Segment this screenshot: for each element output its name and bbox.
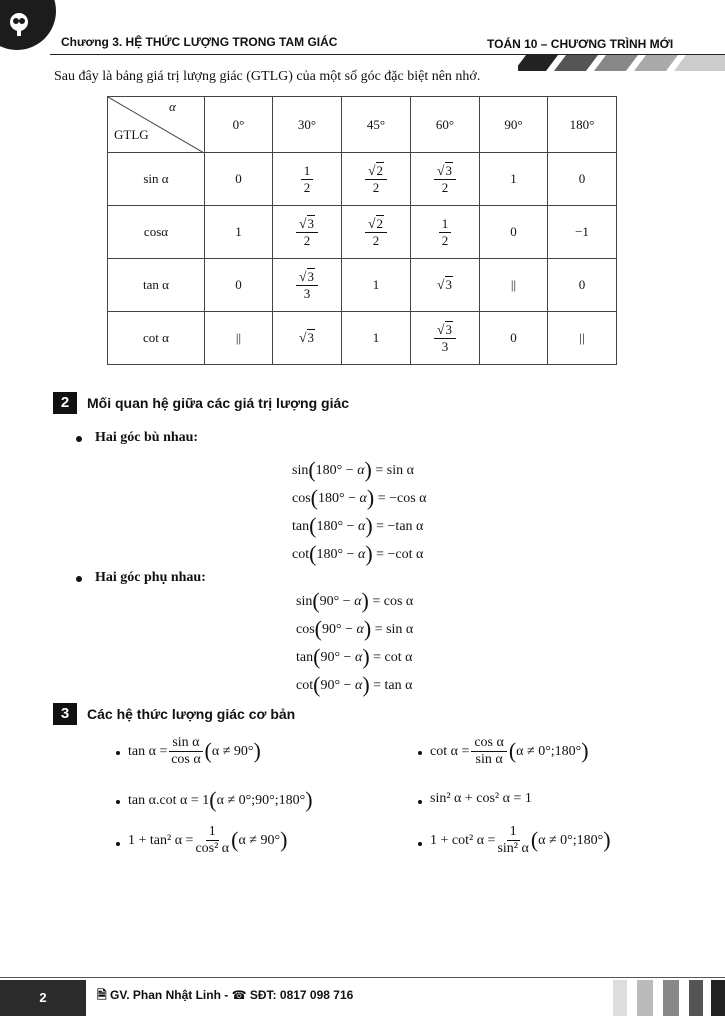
table-row-cos bbox=[108, 206, 617, 259]
author-name: GV. Phan Nhật Linh bbox=[110, 988, 221, 1002]
formula-tan-identity: 1 + tan² α = $\frac{1}{\text{cos² α}}$ (α ≠ 90°) bbox=[128, 824, 288, 857]
table-cell: 0 bbox=[548, 153, 617, 206]
document-icon: 🗎 bbox=[97, 988, 107, 1002]
formula-tan-def: tan α = $\frac{\text{sin α}}{\text{cos α}}$ (α ≠ 90°) bbox=[128, 735, 261, 768]
subsection-title: Hai góc bù nhau: bbox=[95, 430, 199, 445]
frac-num: sin α bbox=[169, 735, 202, 752]
fn-name: tan bbox=[292, 519, 310, 534]
formula: cos(180° − α) = −cos α bbox=[292, 485, 427, 510]
chapter-title: Chương 3. HỆ THỨC LƯỢNG TRONG TAM GIÁC bbox=[61, 35, 338, 49]
formula: cos(90° − α) = sin α bbox=[296, 616, 414, 641]
table-cell: $\frac{√3}{3}$ bbox=[411, 312, 480, 365]
fn-name: cos bbox=[296, 622, 315, 637]
footer-author bbox=[97, 986, 353, 1007]
angle-header: 0° bbox=[205, 97, 273, 153]
frac-den: 3 bbox=[441, 338, 449, 354]
formula-lhs: 1 + tan² α = bbox=[128, 832, 194, 848]
formula-condition: α ≠ 90° bbox=[238, 832, 281, 848]
angle-value: 180° bbox=[318, 491, 345, 506]
section-title: Các hệ thức lượng giác cơ bản bbox=[87, 706, 296, 722]
table-cell: $\frac{√3}{2}$ bbox=[273, 206, 342, 259]
formula-rhs: = cot α bbox=[373, 650, 413, 665]
angle-value: 90° bbox=[320, 650, 341, 665]
fn-name: cot bbox=[292, 547, 310, 562]
table-cell: || bbox=[205, 312, 273, 365]
table-cell: √3 bbox=[411, 259, 480, 312]
bullet bbox=[116, 751, 120, 755]
table-header-row bbox=[108, 97, 617, 153]
fn-name: sin bbox=[296, 594, 313, 609]
formula: cot(180° − α) = −cot α bbox=[292, 541, 424, 566]
formula-rhs: = −tan α bbox=[376, 519, 424, 534]
sqrt-value: 3 bbox=[445, 321, 452, 337]
corner-gtlg: GTLG bbox=[114, 127, 149, 142]
sqrt-value: 3 bbox=[445, 162, 452, 178]
table-cell: 1 bbox=[205, 206, 273, 259]
table-cell: 0 bbox=[205, 259, 273, 312]
sqrt-value: 3 bbox=[307, 268, 314, 284]
table-cell: || bbox=[480, 259, 548, 312]
formula-rhs: = −cot α bbox=[376, 547, 424, 562]
formula-tan-cot: tan α.cot α = 1(α ≠ 0°;90°;180°) bbox=[128, 787, 313, 812]
sqrt-value: 2 bbox=[376, 215, 383, 231]
row-label: cosα bbox=[108, 206, 205, 259]
sqrt-value: 3 bbox=[445, 277, 452, 292]
formula: sin(180° − α) = sin α bbox=[292, 457, 414, 482]
bullet bbox=[76, 436, 82, 442]
footer-separator: - bbox=[224, 988, 229, 1002]
frac-den: cos² α bbox=[195, 841, 230, 857]
formula-condition: α ≠ 0°;180° bbox=[538, 832, 604, 848]
frac-den: 2 bbox=[372, 232, 380, 248]
angle-value: 90° bbox=[319, 594, 340, 609]
table-corner-cell bbox=[108, 97, 205, 153]
formula-condition: α ≠ 0°;180° bbox=[516, 743, 582, 759]
intro-text: Sau đây là bảng giá trị lượng giác (GTLG) của một số góc đặc biệt nên nhớ. bbox=[54, 69, 481, 84]
frac-den: sin α bbox=[475, 752, 503, 768]
table-cell: $\frac{√2}{2}$ bbox=[342, 206, 411, 259]
page-number: 2 bbox=[0, 980, 86, 1016]
formula-lhs: cot α = bbox=[430, 743, 470, 759]
frac-num: 1 bbox=[206, 824, 219, 841]
formula-rhs: = −cos α bbox=[377, 491, 427, 506]
formula-condition: α ≠ 0°;90°;180° bbox=[216, 793, 306, 808]
formula-cot-def: cot α = $\frac{\text{cos α}}{\text{sin α}}$ (α ≠ 0°;180°) bbox=[430, 735, 589, 768]
fn-name: tan bbox=[296, 650, 314, 665]
table-cell: 0 bbox=[548, 259, 617, 312]
footer-stripes bbox=[613, 980, 725, 1016]
frac-den: 2 bbox=[372, 179, 380, 195]
bullet bbox=[418, 800, 422, 804]
sqrt-value: 2 bbox=[376, 162, 383, 178]
formula-lhs: tan α.cot α = 1 bbox=[128, 793, 210, 808]
sqrt-value: 3 bbox=[307, 215, 314, 231]
table-cell bbox=[411, 206, 480, 259]
frac-den: 2 bbox=[303, 179, 311, 195]
angle-value: 180° bbox=[316, 547, 344, 562]
frac-den: 2 bbox=[441, 232, 449, 248]
bullet bbox=[418, 751, 422, 755]
tree-logo-icon bbox=[4, 10, 34, 40]
table-cell: 1 bbox=[342, 259, 411, 312]
table-cell: 1 bbox=[342, 312, 411, 365]
frac-den: cos α bbox=[171, 752, 201, 768]
sqrt-value: 3 bbox=[307, 330, 314, 345]
table-row-sin bbox=[108, 153, 617, 206]
formula: tan(90° − α) = cot α bbox=[296, 644, 413, 669]
section-number: 3 bbox=[53, 703, 77, 725]
course-title: TOÁN 10 – CHƯƠNG TRÌNH MỚI bbox=[487, 37, 674, 51]
fn-name: sin bbox=[292, 463, 309, 478]
frac-num: 1 bbox=[439, 217, 452, 233]
frac-num: 1 bbox=[507, 824, 520, 841]
frac-num: cos α bbox=[471, 735, 507, 752]
table-cell: || bbox=[548, 312, 617, 365]
formula-rhs: = sin α bbox=[374, 622, 414, 637]
row-label: tan α bbox=[108, 259, 205, 312]
angle-value: 90° bbox=[320, 678, 341, 693]
table-cell: 0 bbox=[480, 206, 548, 259]
formula: sin(90° − α) = cos α bbox=[296, 588, 414, 613]
phone-number: SĐT: 0817 098 716 bbox=[249, 988, 354, 1002]
table-cell: 1 bbox=[480, 153, 548, 206]
formula-lhs: 1 + cot² α = bbox=[430, 832, 496, 848]
table-cell: 0 bbox=[480, 312, 548, 365]
subsection-title: Hai góc phụ nhau: bbox=[95, 570, 206, 585]
formula-cot-identity: 1 + cot² α = $\frac{1}{\text{sin² α}}$ (α ≠ 0°;180°) bbox=[430, 824, 611, 857]
section-number: 2 bbox=[53, 392, 77, 414]
frac-den: 2 bbox=[441, 179, 449, 195]
header-stripes bbox=[518, 55, 725, 71]
table-cell: $\frac{√3}{2}$ bbox=[411, 153, 480, 206]
footer-divider bbox=[0, 977, 725, 978]
bullet bbox=[418, 842, 422, 846]
table-row-tan bbox=[108, 259, 617, 312]
formula-rhs: = sin α bbox=[375, 463, 414, 478]
frac-den: sin² α bbox=[497, 841, 529, 857]
angle-value: 180° bbox=[315, 463, 343, 478]
bullet bbox=[76, 576, 82, 582]
angle-header: 60° bbox=[411, 97, 480, 153]
corner-alpha: α bbox=[169, 99, 176, 114]
formula-rhs: = tan α bbox=[373, 678, 413, 693]
table-cell: −1 bbox=[548, 206, 617, 259]
table-cell: 0 bbox=[205, 153, 273, 206]
angle-value: 180° bbox=[316, 519, 344, 534]
row-label: sin α bbox=[108, 153, 205, 206]
formula-pythagorean: sin² α + cos² α = 1 bbox=[430, 791, 532, 806]
diagonal-line bbox=[108, 97, 204, 153]
fn-name: cos bbox=[292, 491, 311, 506]
table-row-cot bbox=[108, 312, 617, 365]
section-title: Mối quan hệ giữa các giá trị lượng giác bbox=[87, 395, 350, 411]
table-cell: √3 bbox=[273, 312, 342, 365]
bullet bbox=[116, 842, 120, 846]
angle-header: 30° bbox=[273, 97, 342, 153]
angle-value: 90° bbox=[322, 622, 342, 637]
formula-lhs: tan α = bbox=[128, 743, 168, 759]
formula-condition: α ≠ 90° bbox=[211, 743, 254, 759]
frac-den: 3 bbox=[303, 285, 311, 301]
frac-den: 2 bbox=[303, 232, 311, 248]
bullet bbox=[116, 800, 120, 804]
angle-header: 45° bbox=[342, 97, 411, 153]
formula: cot(90° − α) = tan α bbox=[296, 672, 413, 697]
table-cell: $\frac{√2}{2}$ bbox=[342, 153, 411, 206]
trig-values-table bbox=[107, 96, 617, 365]
phone-icon: ☎ bbox=[231, 988, 247, 1002]
table-cell bbox=[273, 153, 342, 206]
table-cell: $\frac{√3}{3}$ bbox=[273, 259, 342, 312]
formula-rhs: = cos α bbox=[372, 594, 414, 609]
angle-header: 90° bbox=[480, 97, 548, 153]
frac-num: 1 bbox=[301, 164, 314, 180]
angle-header: 180° bbox=[548, 97, 617, 153]
row-label: cot α bbox=[108, 312, 205, 365]
fn-name: cot bbox=[296, 678, 314, 693]
formula: tan(180° − α) = −tan α bbox=[292, 513, 424, 538]
